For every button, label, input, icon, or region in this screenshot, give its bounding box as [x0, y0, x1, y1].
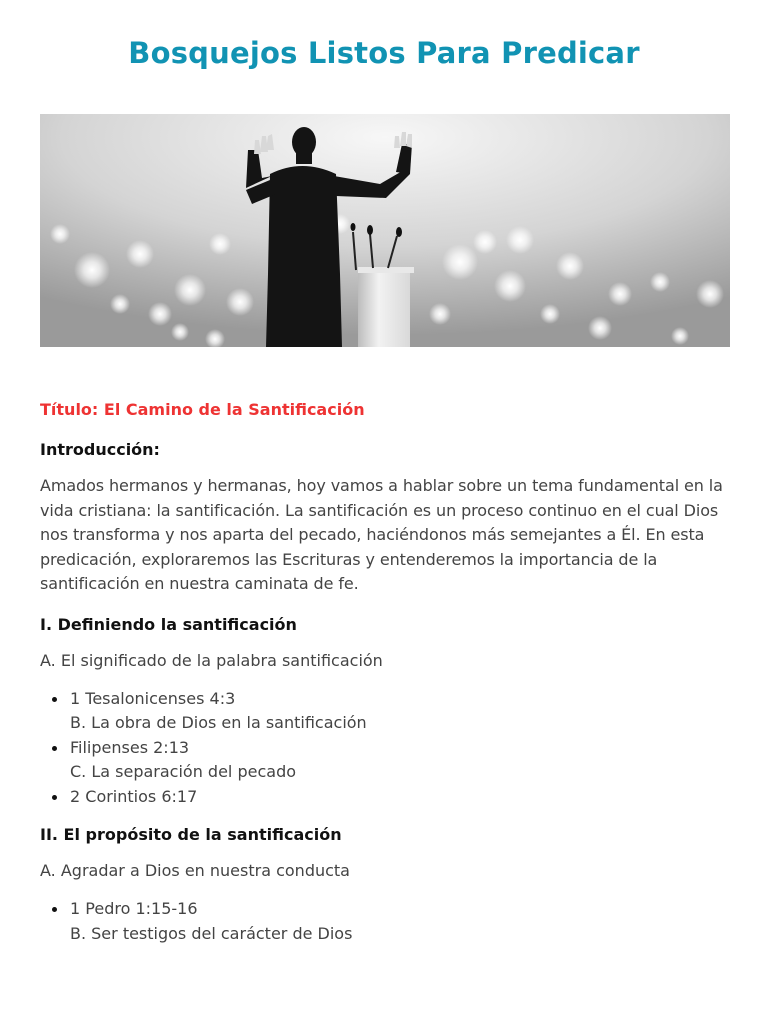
list-item	[52, 785, 740, 810]
bullet-icon	[52, 746, 57, 751]
scripture-reference: 2 Corintios 6:17	[70, 786, 198, 806]
section-point: B. Ser testigos del carácter de Dios	[70, 923, 353, 943]
section-heading: I. Definiendo la santificación	[40, 614, 297, 634]
sermon-title: Título: El Camino de la Santificación	[40, 400, 365, 419]
bullet-icon	[52, 907, 57, 912]
reference-list	[52, 897, 740, 946]
list-item	[52, 687, 740, 736]
scripture-reference: 1 Tesalonicenses 4:3	[70, 688, 236, 708]
list-item	[52, 736, 740, 785]
intro-heading: Introducción:	[40, 440, 160, 459]
page-title: Bosquejos Listos Para Predicar	[128, 36, 640, 70]
bullet-icon	[52, 795, 57, 800]
section-point: B. La obra de Dios en la santificación	[70, 713, 367, 733]
preacher-at-podium-image	[40, 114, 730, 347]
scripture-reference: 1 Pedro 1:15-16	[70, 899, 198, 919]
section-heading: II. El propósito de la santificación	[40, 825, 342, 845]
sermon-content	[40, 396, 740, 958]
section-point: A. Agradar a Dios en nuestra conducta	[40, 861, 350, 881]
scripture-reference: Filipenses 2:13	[70, 737, 190, 757]
reference-list	[52, 687, 740, 810]
section-point: C. La separación del pecado	[70, 762, 297, 782]
hero-image	[40, 114, 730, 347]
list-item	[52, 897, 740, 946]
bullet-icon	[52, 697, 57, 702]
intro-paragraph: Amados hermanos y hermanas, hoy vamos a hablar sobre un tema fundamental en la vida cristiana: la santificación. La santificación es un proceso continuo en el cual Dios nos transforma y nos aparta del pecado, haciéndonos más semejantes a Él. En esta predicación, exploraremos las Escrituras y entenderemos la importancia de la santificación en nuestra caminata de fe.	[40, 476, 723, 594]
section-point: A. El significado de la palabra santificación	[40, 650, 383, 670]
